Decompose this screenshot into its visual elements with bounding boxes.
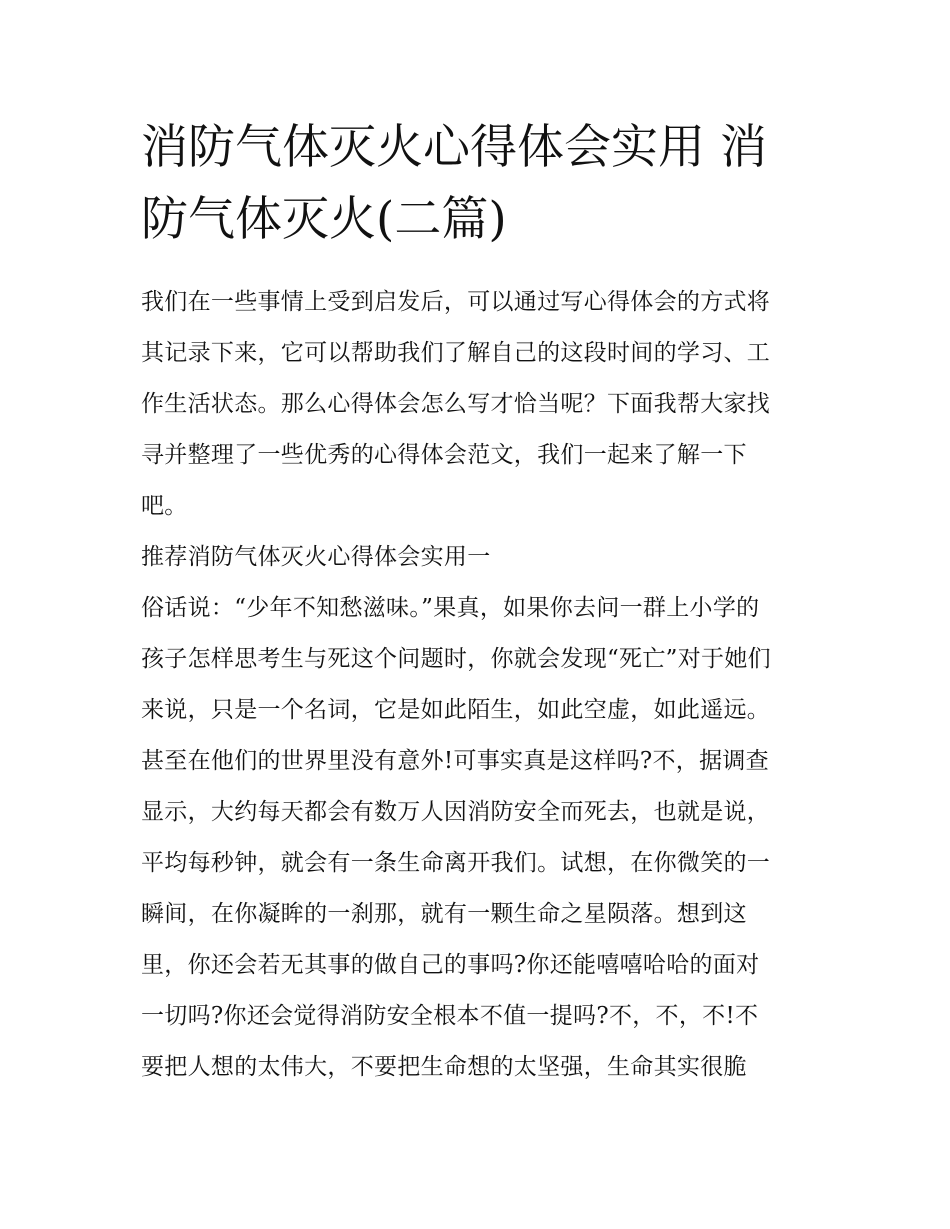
paragraph-line: 俗话说：“少年不知愁滋味。”果真，如果你去问一群上小学的 (141, 595, 760, 621)
paragraph-line: 瞬间，在你凝眸的一刹那，就有一颗生命之星陨落。想到这 (141, 901, 747, 927)
paragraph-line: 显示，大约每天都会有数万人因消防安全而死去，也就是说， (141, 799, 771, 825)
paragraph-line: 要把人想的太伟大，不要把生命想的太坚强，生命其实很脆 (141, 1054, 747, 1080)
paragraph-line: 里，你还会若无其事的做自己的事吗?你还能嘻嘻哈哈的面对 (141, 952, 760, 978)
intro-line: 作生活状态。那么心得体会怎么写才恰当呢？下面我帮大家找 (141, 391, 771, 417)
title-line: 防气体灭火(二篇) (141, 192, 507, 247)
intro-line: 吧。 (141, 493, 188, 519)
paragraph-line: 一切吗?你还会觉得消防安全根本不值一提吗?不，不，不!不 (141, 1003, 759, 1029)
intro-line: 其记录下来，它可以帮助我们了解自己的这段时间的学习、工 (141, 340, 771, 366)
intro-line: 我们在一些事情上受到启发后，可以通过写心得体会的方式将 (141, 289, 771, 315)
paragraph-line: 来说，只是一个名词，它是如此陌生，如此空虚，如此遥远。 (141, 697, 771, 723)
paragraph-line: 孩子怎样思考生与死这个问题时，你就会发现“死亡”对于她们 (141, 646, 771, 672)
intro-line: 寻并整理了一些优秀的心得体会范文，我们一起来了解一下 (141, 442, 747, 468)
document-title (141, 112, 821, 256)
paragraph-line: 平均每秒钟，就会有一条生命离开我们。试想，在你微笑的一 (141, 850, 771, 876)
title-line: 消防气体灭火心得体会实用 消 (141, 120, 767, 175)
paragraph-line: 甚至在他们的世界里没有意外!可事实真是这样吗?不，据调查 (141, 748, 769, 774)
section-heading: 推荐消防气体灭火心得体会实用一 (141, 544, 491, 570)
document-body (141, 277, 821, 1093)
